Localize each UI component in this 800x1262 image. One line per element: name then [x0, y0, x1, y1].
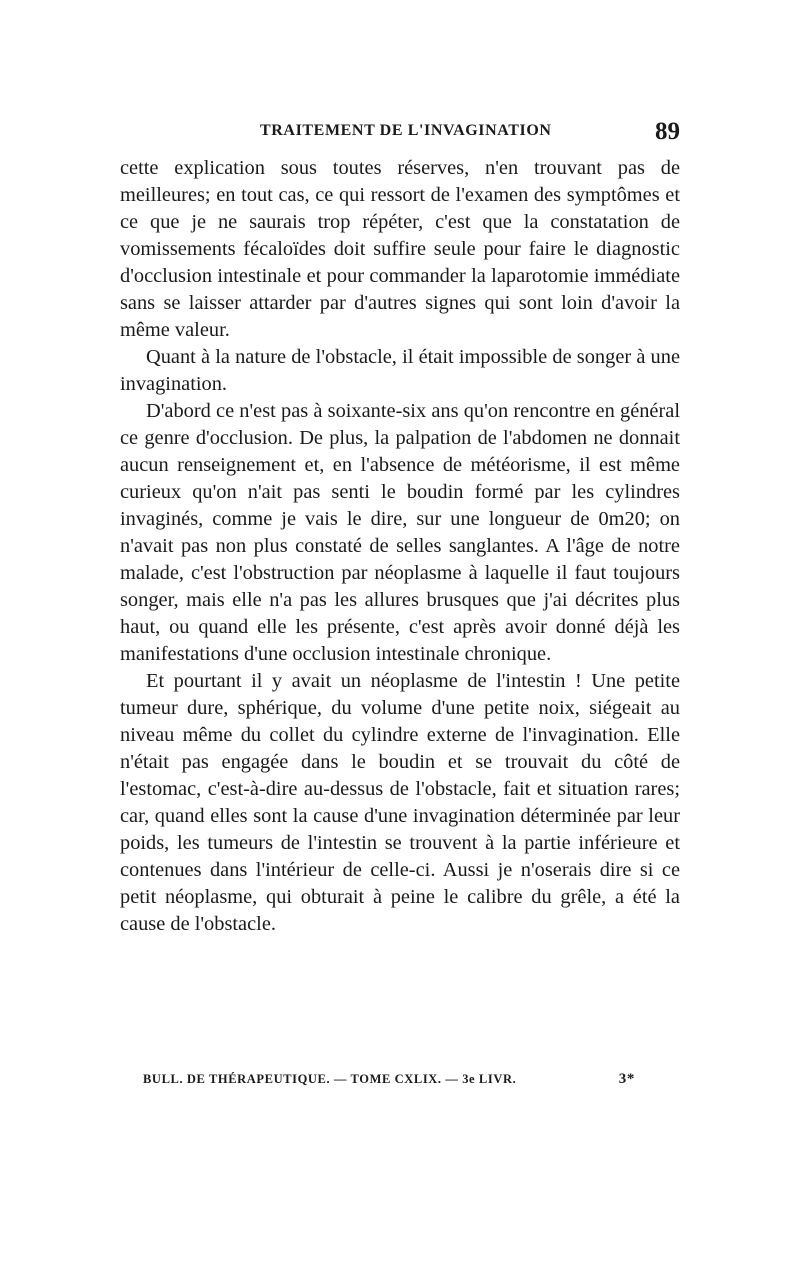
paragraph-4: Et pourtant il y avait un néoplasme de l'intestin ! Une petite tumeur dure, sphérique, du volume d'une petite noix, siégeait au niveau même du collet du cylindre externe de l'invagination. Elle n'était pas engagée dans le boudin et se trouvait du côté de l'estomac, c'est-à-dire au-dessus de l'obstacle, fait et situation rares; car, quand elles sont la cause d'une invagination déterminée par leur poids, les tumeurs de l'intestin se trouvent à la partie inférieure et contenues dans l'intérieur de celle-ci. Aussi je n'oserais dire si ce petit néoplasme, qui obturait à peine le calibre du grêle, a été la cause de l'obstacle. — [120, 670, 680, 935]
running-head — [120, 118, 680, 148]
paragraph-1: cette explication sous toutes réserves, n'en trouvant pas de meilleures; en tout cas, ce qui ressort de l'examen des symptômes et ce que je ne saurais trop répéter, c'est que la constatation de vomissements fécaloïdes doit suffire seule pour faire le diagnostic d'occlusion intestinale et pour commander la laparotomie immédiate sans se laisser attarder par d'autres signes qui sont loin d'avoir la même valeur. — [120, 157, 680, 341]
paragraph-2: Quant à la nature de l'obstacle, il était impossible de songer à une invagination. — [120, 346, 680, 395]
signature-line: BULL. DE THÉRAPEUTIQUE. — TOME CXLIX. — 3e LIVR. — [143, 1072, 517, 1086]
paragraph-3: D'abord ce n'est pas à soixante-six ans qu'on rencontre en général ce genre d'occlusion. De plus, la palpation de l'abdomen ne donnait aucun renseignement et, en l'absence de météorisme, il est même curieux qu'on n'ait pas senti le boudin formé par les cylindres invaginés, comme je vais le dire, sur une longueur de 0m20; on n'avait pas non plus constaté de selles sanglantes. A l'âge de notre malade, c'est l'obstruction par néoplasme à laquelle il faut toujours songer, mais elle n'a pas les allures brusques que j'ai décrites plus haut, ou quand elle les présente, c'est après avoir donné déjà les manifestations d'une occlusion intestinale chronique. — [120, 400, 680, 665]
page-number: 89 — [655, 118, 680, 145]
sheet-mark: 3* — [618, 1071, 635, 1087]
running-title: TRAITEMENT DE L'INVAGINATION — [260, 122, 552, 139]
page-footer — [143, 1072, 680, 1096]
body-text — [120, 155, 680, 938]
